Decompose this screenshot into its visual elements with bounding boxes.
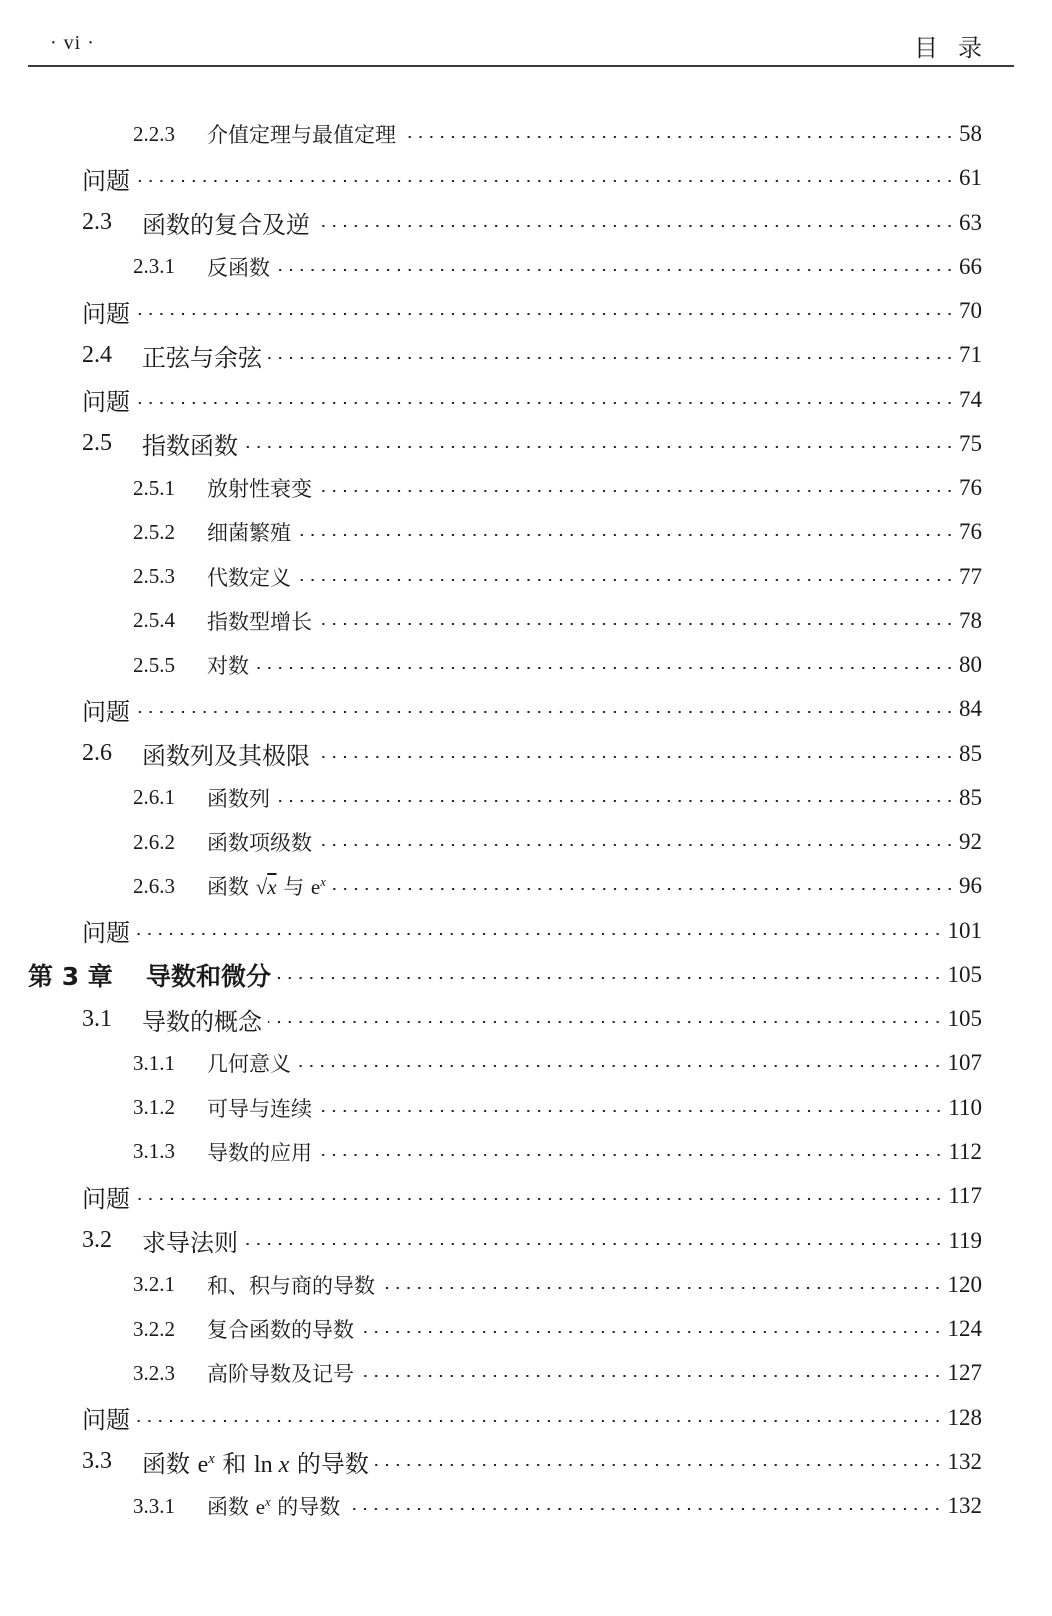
toc-entry-section[interactable] (0, 201, 1052, 245)
dot-leader (360, 1375, 943, 1377)
toc-entry-body (0, 1314, 945, 1344)
toc-entry-problems[interactable] (0, 156, 1052, 200)
dot-leader (318, 490, 955, 492)
toc-entry-subsection[interactable] (0, 820, 1052, 864)
toc-entry-title: 指数型增长 (207, 609, 312, 634)
toc-entry-subsection[interactable] (0, 112, 1052, 156)
toc-entry-number: 2.6.1 (133, 785, 175, 810)
toc-entry-number: 2.2.3 (133, 121, 175, 146)
toc-entry-title: 细菌繁殖 (207, 521, 291, 546)
toc-entry-body (0, 606, 957, 636)
toc-entry-title: 放射性衰变 (207, 477, 312, 502)
dot-leader (297, 579, 955, 581)
toc-entry-page: 58 (959, 121, 982, 146)
toc-entry-body (0, 1093, 946, 1123)
toc-entry-title: 问题 (82, 299, 130, 328)
toc-entry-body (0, 1444, 945, 1479)
toc-entry-body (0, 473, 957, 503)
toc-entry-title: 函数列及其极限 (142, 742, 310, 771)
toc-entry-title: 正弦与余弦 (142, 343, 262, 372)
toc-entry-number: 3.2.2 (133, 1316, 175, 1341)
dot-leader (136, 1198, 944, 1200)
dot-leader (136, 933, 943, 935)
toc-entry-page: 120 (947, 1271, 982, 1297)
dot-leader (318, 1154, 944, 1156)
toc-entry-page: 112 (948, 1138, 982, 1164)
dot-leader (297, 534, 955, 536)
toc-entry-body (0, 1048, 945, 1078)
toc-entry-title: 求导法则 (142, 1229, 238, 1257)
toc-entry-subsection[interactable] (0, 1263, 1052, 1307)
dot-leader (316, 756, 955, 758)
toc-entry-title: 指数函数 (142, 432, 238, 461)
toc-entry-title: 导数和微分 (146, 961, 272, 991)
dot-leader (244, 1243, 944, 1245)
toc-entry-section[interactable] (0, 997, 1052, 1041)
toc-entry-page: 105 (947, 961, 982, 987)
toc-entry-page: 110 (948, 1094, 982, 1120)
dot-leader (381, 1287, 943, 1289)
toc-entry-page: 105 (947, 1006, 982, 1032)
toc-entry-title: 导数的应用 (207, 1140, 312, 1165)
toc-entry-body (0, 650, 957, 680)
toc-entry-body (0, 1358, 945, 1388)
toc-entry-number: 3.3 (82, 1448, 112, 1475)
toc-entry-problems[interactable] (0, 909, 1052, 953)
e-power-x-formula: $e^x$ (255, 1495, 271, 1520)
toc-entry-number: 3.1.3 (133, 1139, 175, 1164)
toc-entry-page: 132 (947, 1448, 982, 1474)
toc-entry-number: 2.3 (82, 209, 112, 236)
toc-entry-page: 132 (947, 1493, 982, 1519)
toc-entry-number: 3.1.1 (133, 1050, 175, 1075)
toc-entry-title: 反函数 (207, 255, 270, 280)
toc-entry-body (0, 783, 957, 813)
dot-leader (297, 1065, 943, 1067)
toc-entry-page: 119 (948, 1227, 982, 1253)
toc-entry-page: 124 (947, 1316, 982, 1342)
toc-entry-subsection[interactable] (0, 643, 1052, 687)
dot-leader (277, 977, 943, 979)
dot-leader (318, 844, 955, 846)
toc-entry-title: 问题 (82, 166, 130, 195)
dot-leader (136, 1420, 943, 1422)
toc-entry-subsection[interactable] (0, 1351, 1052, 1395)
toc-entry-title: 函数 $e^x$ 的导数 (207, 1495, 341, 1520)
toc-entry-body (0, 338, 957, 373)
toc-entry-problems[interactable] (0, 289, 1052, 333)
toc-entry-page: 101 (947, 917, 982, 943)
toc-entry-section[interactable] (0, 333, 1052, 377)
toc-entry-subsection[interactable] (0, 776, 1052, 820)
toc-entry-section[interactable] (0, 1440, 1052, 1484)
toc-entry-subsection[interactable] (0, 599, 1052, 643)
toc-entry-title: 问题 (82, 919, 130, 948)
toc-entry-title: 问题 (82, 697, 130, 726)
toc-entry-body (0, 957, 945, 993)
toc-entry-body (0, 913, 945, 948)
toc-entry-number: 2.6 (82, 740, 112, 767)
toc-entry-page: 76 (959, 475, 982, 501)
toc-entry-body (0, 1270, 945, 1300)
toc-entry-page: 80 (959, 652, 982, 678)
toc-entry-body (0, 871, 957, 901)
toc-entry-number: 2.3.1 (133, 254, 175, 279)
toc-entry-subsection[interactable] (0, 1307, 1052, 1351)
toc-entry-number: 3.3.1 (133, 1493, 175, 1518)
toc-entry-problems[interactable] (0, 687, 1052, 731)
toc-entry-title: 导数的概念 (142, 1007, 262, 1036)
toc-entry-body (0, 1137, 946, 1167)
toc-entry-title: 函数项级数 (207, 831, 312, 856)
toc-entry-number: 3.1 (82, 1005, 112, 1032)
toc-entry-page: 66 (959, 253, 982, 279)
ln-x-formula: ln x (253, 1452, 290, 1479)
toc-entry-page: 96 (959, 873, 982, 899)
toc-entry-title: 函数列 (207, 786, 270, 811)
toc-entry-title: 问题 (82, 1406, 130, 1435)
toc-entry-subsection[interactable] (0, 1130, 1052, 1174)
toc-entry-number: 3.2.1 (133, 1272, 175, 1297)
toc-entry-number: 2.5.2 (133, 519, 175, 544)
toc-entry-page: 128 (947, 1404, 982, 1430)
toc-entry-page: 85 (959, 740, 982, 766)
toc-entry-subsection[interactable] (0, 1086, 1052, 1130)
toc-entry-body (0, 736, 957, 771)
toc-entry-number: 2.5.1 (133, 475, 175, 500)
dot-leader (136, 313, 955, 315)
dot-leader (268, 1021, 943, 1023)
toc-entry-title: 代数定义 (207, 565, 291, 590)
toc-entry-number: 第 3 章 (28, 961, 113, 991)
toc-entry-section[interactable] (0, 1219, 1052, 1263)
toc-entry-body (0, 1400, 945, 1435)
toc-entry-number: 2.4 (82, 341, 112, 368)
toc-entry-page: 84 (959, 696, 982, 722)
toc-entry-page: 92 (959, 829, 982, 855)
toc-entry-body (0, 562, 957, 592)
dot-leader (136, 402, 955, 404)
toc-entry-chapter[interactable] (0, 953, 1052, 997)
toc-entry-title: 介值定理与最值定理 (207, 123, 396, 147)
toc-entry-page: 74 (959, 386, 982, 412)
toc-entry-page: 76 (959, 519, 982, 545)
toc-entry-subsection[interactable] (0, 510, 1052, 554)
dot-leader (402, 136, 955, 138)
toc-entry-title: 高阶导数及记号 (207, 1362, 354, 1387)
dot-leader (255, 667, 955, 669)
toc-entry-body (0, 294, 957, 329)
toc-entry-title: 问题 (82, 388, 130, 417)
toc-entry-problems[interactable] (0, 378, 1052, 422)
dot-leader (332, 888, 955, 890)
toc-entry-title: 复合函数的导数 (207, 1318, 354, 1343)
toc-entry-problems[interactable] (0, 1174, 1052, 1218)
dot-leader (360, 1331, 943, 1333)
toc-entry-body (0, 692, 957, 727)
dot-leader (375, 1464, 943, 1466)
dot-leader (346, 1508, 943, 1510)
header-rule (28, 65, 1014, 67)
toc-entry-number: 2.5.4 (133, 608, 175, 633)
toc-entry-body (0, 517, 957, 547)
toc-entry-page: 75 (959, 430, 982, 456)
sqrt-x-formula: √x (255, 875, 277, 900)
toc-entry-subsection[interactable] (0, 1041, 1052, 1085)
dot-leader (276, 800, 955, 802)
toc-entry-page: 63 (959, 209, 982, 235)
toc-entry-page: 117 (948, 1183, 982, 1209)
toc-entry-title: 几何意义 (207, 1052, 291, 1077)
toc-entry-body (0, 119, 957, 149)
toc-entry-subsection[interactable] (0, 245, 1052, 289)
toc-entry-title: 和、积与商的导数 (207, 1273, 375, 1298)
dot-leader (318, 1110, 944, 1112)
toc-entry-title: 函数 $e^x$ 和 ln x 的导数 (142, 1450, 369, 1479)
toc-entry-subsection[interactable] (0, 1484, 1052, 1528)
dot-leader (244, 446, 955, 448)
toc-entry-page: 61 (959, 165, 982, 191)
toc-entry-body (0, 1002, 945, 1037)
dot-leader (276, 269, 955, 271)
toc-entry-body (0, 205, 957, 240)
toc-entry-number: 2.6.3 (133, 873, 175, 898)
toc-entry-number: 3.1.2 (133, 1095, 175, 1120)
toc-entry-body (0, 382, 957, 417)
toc-entry-body (0, 1179, 946, 1214)
dot-leader (136, 180, 955, 182)
toc-entry-subsection[interactable] (0, 555, 1052, 599)
toc-entry-title: 对数 (207, 654, 249, 679)
toc-entry-title: 函数的复合及逆 (142, 211, 310, 240)
toc-entry-number: 2.5.3 (133, 564, 175, 589)
toc-entry-body (0, 161, 957, 196)
page-number: · vi · (50, 32, 95, 54)
e-power-x-formula: $e^x$ (197, 1451, 215, 1479)
toc-entry-page: 77 (959, 563, 982, 589)
toc-entry-title: 函数 √x 与 $e^x$ (207, 875, 326, 900)
toc-entry-body (0, 426, 957, 461)
toc-entry-page: 85 (959, 784, 982, 810)
toc-entry-body (0, 1223, 946, 1258)
toc-entry-body (0, 252, 957, 282)
toc-entry-subsection[interactable] (0, 864, 1052, 908)
toc-entry-body (0, 827, 957, 857)
toc-entry-title: 可导与连续 (207, 1096, 312, 1121)
toc-entry-number: 2.5 (82, 430, 112, 457)
toc-entry-problems[interactable] (0, 1396, 1052, 1440)
toc-entry-number: 2.6.2 (133, 829, 175, 854)
dot-leader (268, 357, 955, 359)
toc-entry-page: 107 (947, 1050, 982, 1076)
running-head-title: 目录 (914, 34, 1002, 62)
toc-entry-number: 2.5.5 (133, 652, 175, 677)
e-power-x-formula: $e^x$ (310, 875, 326, 900)
toc-entry-number: 3.2.3 (133, 1360, 175, 1385)
toc-entry-number: 3.2 (82, 1227, 112, 1253)
toc-entry-body (0, 1491, 945, 1521)
toc-entry-page: 71 (959, 342, 982, 368)
toc-entry-section[interactable] (0, 422, 1052, 466)
dot-leader (318, 623, 955, 625)
dot-leader (316, 225, 955, 227)
dot-leader (136, 711, 955, 713)
toc-entry-page: 127 (947, 1360, 982, 1386)
toc-entry-section[interactable] (0, 732, 1052, 776)
toc-entry-page: 78 (959, 607, 982, 633)
toc-entry-title: 问题 (82, 1184, 130, 1213)
toc-entry-subsection[interactable] (0, 466, 1052, 510)
running-head (28, 24, 1002, 64)
toc-entry-page: 70 (959, 298, 982, 324)
